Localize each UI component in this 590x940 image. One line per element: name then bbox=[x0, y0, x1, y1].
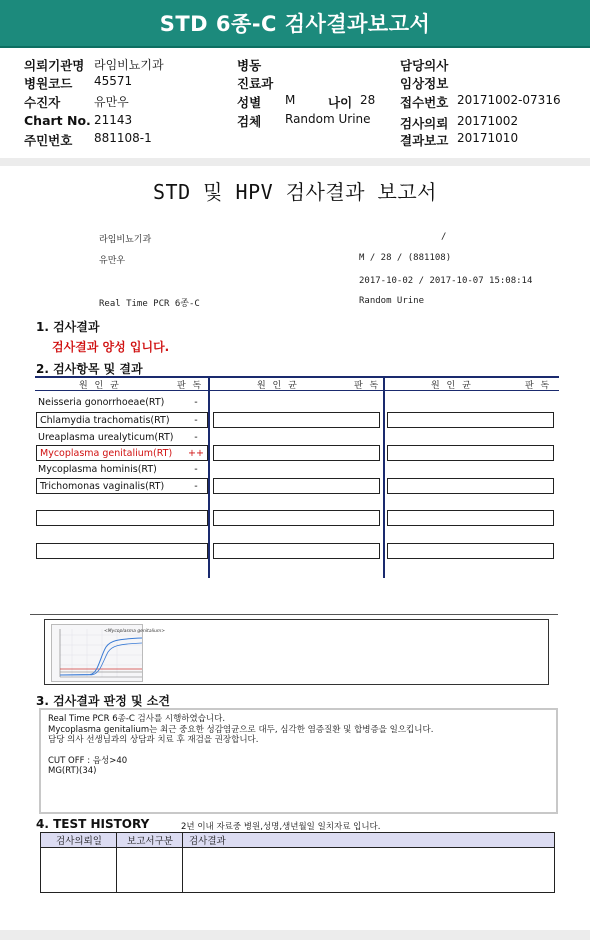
table-row bbox=[35, 394, 207, 410]
institution-label: 의뢰기관명 bbox=[24, 58, 85, 73]
header-row-resident-no bbox=[24, 131, 152, 149]
empty-row-box bbox=[387, 478, 554, 494]
hospital-code-value: 45571 bbox=[94, 74, 133, 88]
empty-row-box bbox=[36, 510, 208, 526]
header-row-chart-no bbox=[24, 113, 133, 128]
empty-row-box bbox=[387, 543, 554, 559]
info-divider bbox=[0, 158, 590, 166]
pathogen-name: Chlamydia trachomatis(RT) bbox=[40, 414, 170, 426]
table-row bbox=[35, 429, 207, 445]
empty-row-box bbox=[213, 445, 380, 461]
header-row-dept bbox=[237, 74, 273, 92]
meta-clinic: 라임비뇨기과 bbox=[99, 235, 152, 245]
report-title-bar bbox=[0, 0, 590, 48]
reception-no-label: 접수번호 bbox=[400, 95, 449, 110]
pathogen-result: ++ bbox=[188, 447, 204, 459]
col-head-pathogen: 원 인 균 bbox=[431, 381, 473, 391]
meta-patient: 유만우 bbox=[99, 256, 126, 266]
empty-row-box bbox=[387, 412, 554, 428]
col-head-pathogen: 원 인 균 bbox=[257, 381, 299, 391]
table-row bbox=[36, 478, 208, 494]
opinion-text-box bbox=[39, 708, 558, 814]
pathogen-result: - bbox=[194, 480, 198, 492]
specimen-value: Random Urine bbox=[285, 112, 371, 126]
empty-row-box bbox=[36, 543, 208, 559]
graph-legend: <Mycoplasma genitalium> bbox=[104, 629, 166, 634]
header-row-patient bbox=[24, 93, 129, 111]
col-head-result: 판 독 bbox=[354, 381, 381, 391]
meta-sex-age: M / 28 / (881108) bbox=[359, 253, 452, 263]
institution-value: 라임비뇨기과 bbox=[94, 58, 164, 72]
section-3-title: 3. 검사결과 판정 및 소견 bbox=[36, 694, 170, 708]
col-head-result: 판 독 bbox=[525, 381, 552, 391]
result-summary: 검사결과 양성 입니다. bbox=[52, 340, 170, 354]
header-row-clinical bbox=[400, 74, 448, 92]
header-row-request-date bbox=[400, 114, 519, 132]
bottom-strip bbox=[0, 930, 590, 940]
history-note: 2년 이내 자료중 병원,성명,생년월일 일치자료 입니다. bbox=[181, 822, 381, 832]
header-row-institution bbox=[24, 56, 164, 74]
report-date-label: 결과보고 bbox=[400, 133, 449, 148]
empty-row-box bbox=[387, 445, 554, 461]
table-row bbox=[35, 461, 207, 477]
empty-row-box bbox=[213, 412, 380, 428]
reception-no-value: 20171002-07316 bbox=[457, 93, 561, 107]
history-col-request-date: 검사의뢰일 bbox=[41, 833, 117, 848]
table-column-divider bbox=[383, 376, 385, 578]
col-head-result: 판 독 bbox=[177, 381, 204, 391]
section-separator bbox=[30, 614, 558, 615]
section-2-title: 2. 검사항목 및 결과 bbox=[36, 362, 143, 376]
header-row-specimen bbox=[237, 112, 371, 130]
pathogen-name: Neisseria gonorrhoeae(RT) bbox=[38, 396, 165, 408]
test-history-table bbox=[40, 832, 555, 893]
test-items-table bbox=[35, 376, 559, 576]
mg-ct-line: MG(RT)(34) bbox=[48, 766, 97, 776]
empty-row-box bbox=[213, 478, 380, 494]
table-row bbox=[36, 412, 208, 428]
history-col-result: 검사결과 bbox=[183, 833, 554, 848]
age-label: 나이 bbox=[328, 95, 353, 110]
clinical-label: 임상정보 bbox=[400, 76, 449, 91]
section-1-title: 1. 검사결과 bbox=[36, 320, 100, 334]
patient-label: 수진자 bbox=[24, 95, 61, 110]
pathogen-name: Ureaplasma urealyticum(RT) bbox=[38, 431, 174, 443]
sex-label: 성별 bbox=[237, 95, 262, 110]
dept-label: 진료과 bbox=[237, 76, 274, 91]
pathogen-result: - bbox=[194, 414, 198, 426]
report-document-title: STD 및 HPV 검사결과 보고서 bbox=[153, 180, 437, 204]
pathogen-name: Mycoplasma hominis(RT) bbox=[38, 463, 157, 475]
request-date-label: 검사의뢰 bbox=[400, 116, 449, 131]
pathogen-result: - bbox=[194, 431, 198, 443]
resident-no-label: 주민번호 bbox=[24, 133, 73, 148]
opinion-line: 담당 의사 선생님과의 상담과 치료 후 재검을 권장합니다. bbox=[48, 735, 259, 745]
pathogen-name: Mycoplasma genitalium(RT) bbox=[40, 447, 173, 459]
history-col-report-type: 보고서구분 bbox=[117, 833, 183, 848]
table-column-divider bbox=[208, 376, 210, 578]
table-row-positive bbox=[36, 445, 208, 461]
chart-no-value: 21143 bbox=[94, 113, 133, 127]
pathogen-name: Trichomonas vaginalis(RT) bbox=[40, 480, 165, 492]
header-row-doctor bbox=[400, 56, 448, 74]
header-row-report-date bbox=[400, 131, 519, 149]
doctor-label: 담당의사 bbox=[400, 58, 449, 73]
header-row-sex-age bbox=[237, 93, 376, 111]
age-value: 28 bbox=[360, 93, 376, 107]
opinion-line: Real Time PCR 6종-C 검사를 시행하였습니다. bbox=[48, 714, 226, 724]
specimen-label: 검체 bbox=[237, 114, 262, 129]
meta-dates: 2017-10-02 / 2017-10-07 15:08:14 bbox=[359, 276, 533, 286]
meta-specimen: Random Urine bbox=[359, 296, 425, 306]
meta-test-name: Real Time PCR 6종-C bbox=[99, 299, 200, 309]
report-date-value: 20171010 bbox=[457, 131, 519, 145]
amplification-curve-thumbnail[interactable] bbox=[51, 624, 166, 682]
hospital-code-label: 병원코드 bbox=[24, 76, 73, 91]
sex-value: M bbox=[285, 93, 296, 107]
resident-no-value: 881108-1 bbox=[94, 131, 152, 145]
header-row-hospital-code bbox=[24, 74, 133, 92]
history-col-divider bbox=[182, 833, 183, 892]
section-4-title: 4. TEST HISTORY bbox=[36, 817, 150, 831]
col-head-pathogen: 원 인 균 bbox=[79, 381, 121, 391]
report-document bbox=[0, 166, 590, 930]
request-date-value: 20171002 bbox=[457, 114, 519, 128]
pathogen-result: - bbox=[194, 463, 198, 475]
report-header-title: STD 6종-C 검사결과보고서 bbox=[159, 12, 431, 36]
empty-row-box bbox=[387, 510, 554, 526]
opinion-line: Mycoplasma genitalium는 최근 중요한 성감염균으로 대두, 심각한 염증질환 및 합병증을 일으킵니다. bbox=[48, 724, 434, 735]
meta-slash: / bbox=[441, 232, 447, 242]
cutoff-line: CUT OFF : 음성>40 bbox=[48, 755, 128, 766]
header-row-ward bbox=[237, 56, 261, 74]
chart-no-label: Chart No. bbox=[24, 113, 91, 128]
patient-value: 유만우 bbox=[94, 95, 129, 109]
empty-row-box bbox=[213, 543, 380, 559]
ward-label: 병동 bbox=[237, 58, 262, 73]
pathogen-result: - bbox=[194, 396, 198, 408]
amplification-graph-frame bbox=[44, 619, 549, 685]
header-row-reception-no bbox=[400, 93, 561, 111]
history-col-divider bbox=[116, 833, 117, 892]
empty-row-box bbox=[213, 510, 380, 526]
